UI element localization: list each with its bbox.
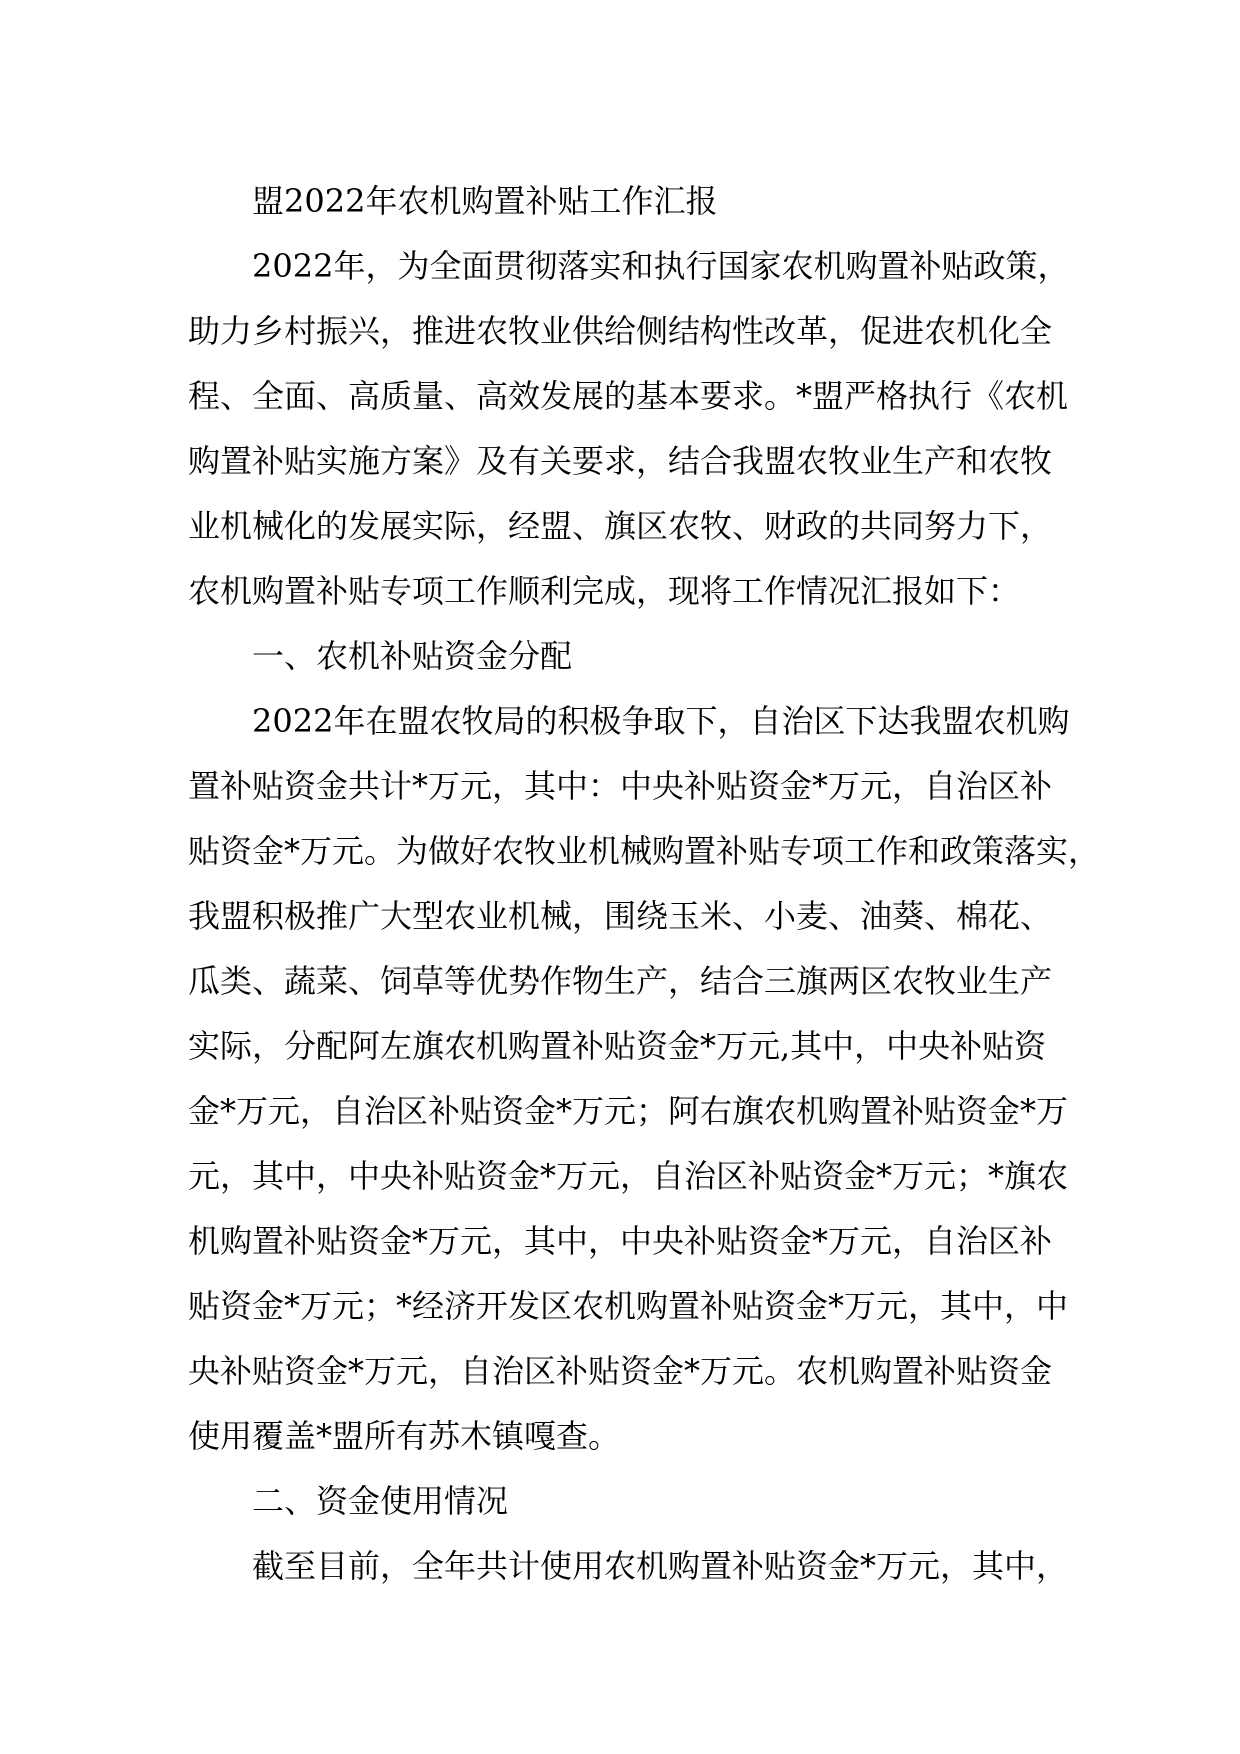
text-line: 业机械化的发展实际，经盟、旗区农牧、财政的共同努力下， [188,507,1053,545]
text-line: 央补贴资金*万元，自治区补贴资金*万元。农机购置补贴资金 [188,1352,1053,1390]
text-line: 我盟积极推广大型农业机械，围绕玉米、小麦、油葵、棉花、 [188,897,1053,935]
paragraph-usage [188,1534,1068,1599]
text-line: 2022年，为全面贯彻落实和执行国家农机购置补贴政策， [252,247,1070,285]
text-line: 瓜类、蔬菜、饲草等优势作物生产，结合三旗两区农牧业生产 [188,962,1053,1000]
text-line: 金*万元，自治区补贴资金*万元；阿右旗农机购置补贴资金*万 [188,1092,1069,1130]
text-line: 实际，分配阿左旗农机购置补贴资金*万元,其中，中央补贴资 [188,1027,1047,1065]
section-heading: 一、农机补贴资金分配 [252,637,573,675]
paragraph-intro [188,234,1068,624]
text-line: 使用覆盖*盟所有苏木镇嘎查。 [188,1417,621,1455]
text-line: 机购置补贴资金*万元，其中，中央补贴资金*万元，自治区补 [188,1222,1053,1260]
text-line: 截至目前，全年共计使用农机购置补贴资金*万元，其中， [252,1547,1069,1585]
text-line: 程、全面、高质量、高效发展的基本要求。*盟严格执行《农机 [188,377,1069,415]
text-line: 农机购置补贴专项工作顺利完成，现将工作情况汇报如下： [188,572,1021,610]
text-line: 购置补贴实施方案》及有关要求，结合我盟农牧业生产和农牧 [188,442,1053,480]
section-heading: 二、资金使用情况 [252,1482,509,1520]
document-body [188,169,1101,1599]
section-heading-1 [188,624,1068,689]
text-line: 贴资金*万元；*经济开发区农机购置补贴资金*万元，其中，中 [188,1287,1069,1325]
text-line: 元，其中，中央补贴资金*万元，自治区补贴资金*万元；*旗农 [188,1157,1069,1195]
section-heading-2 [188,1469,1068,1534]
text-line: 贴资金*万元。为做好农牧业机械购置补贴专项工作和政策落实， [188,832,1101,870]
text-line: 助力乡村振兴，推进农牧业供给侧结构性改革，促进农机化全 [188,312,1053,350]
text-line: 2022年在盟农牧局的积极争取下，自治区下达我盟农机购 [252,702,1070,740]
text-line: 置补贴资金共计*万元，其中：中央补贴资金*万元，自治区补 [188,767,1053,805]
paragraph-allocation [188,689,1101,1469]
document-title: 盟2022年农机购置补贴工作汇报 [252,182,718,220]
